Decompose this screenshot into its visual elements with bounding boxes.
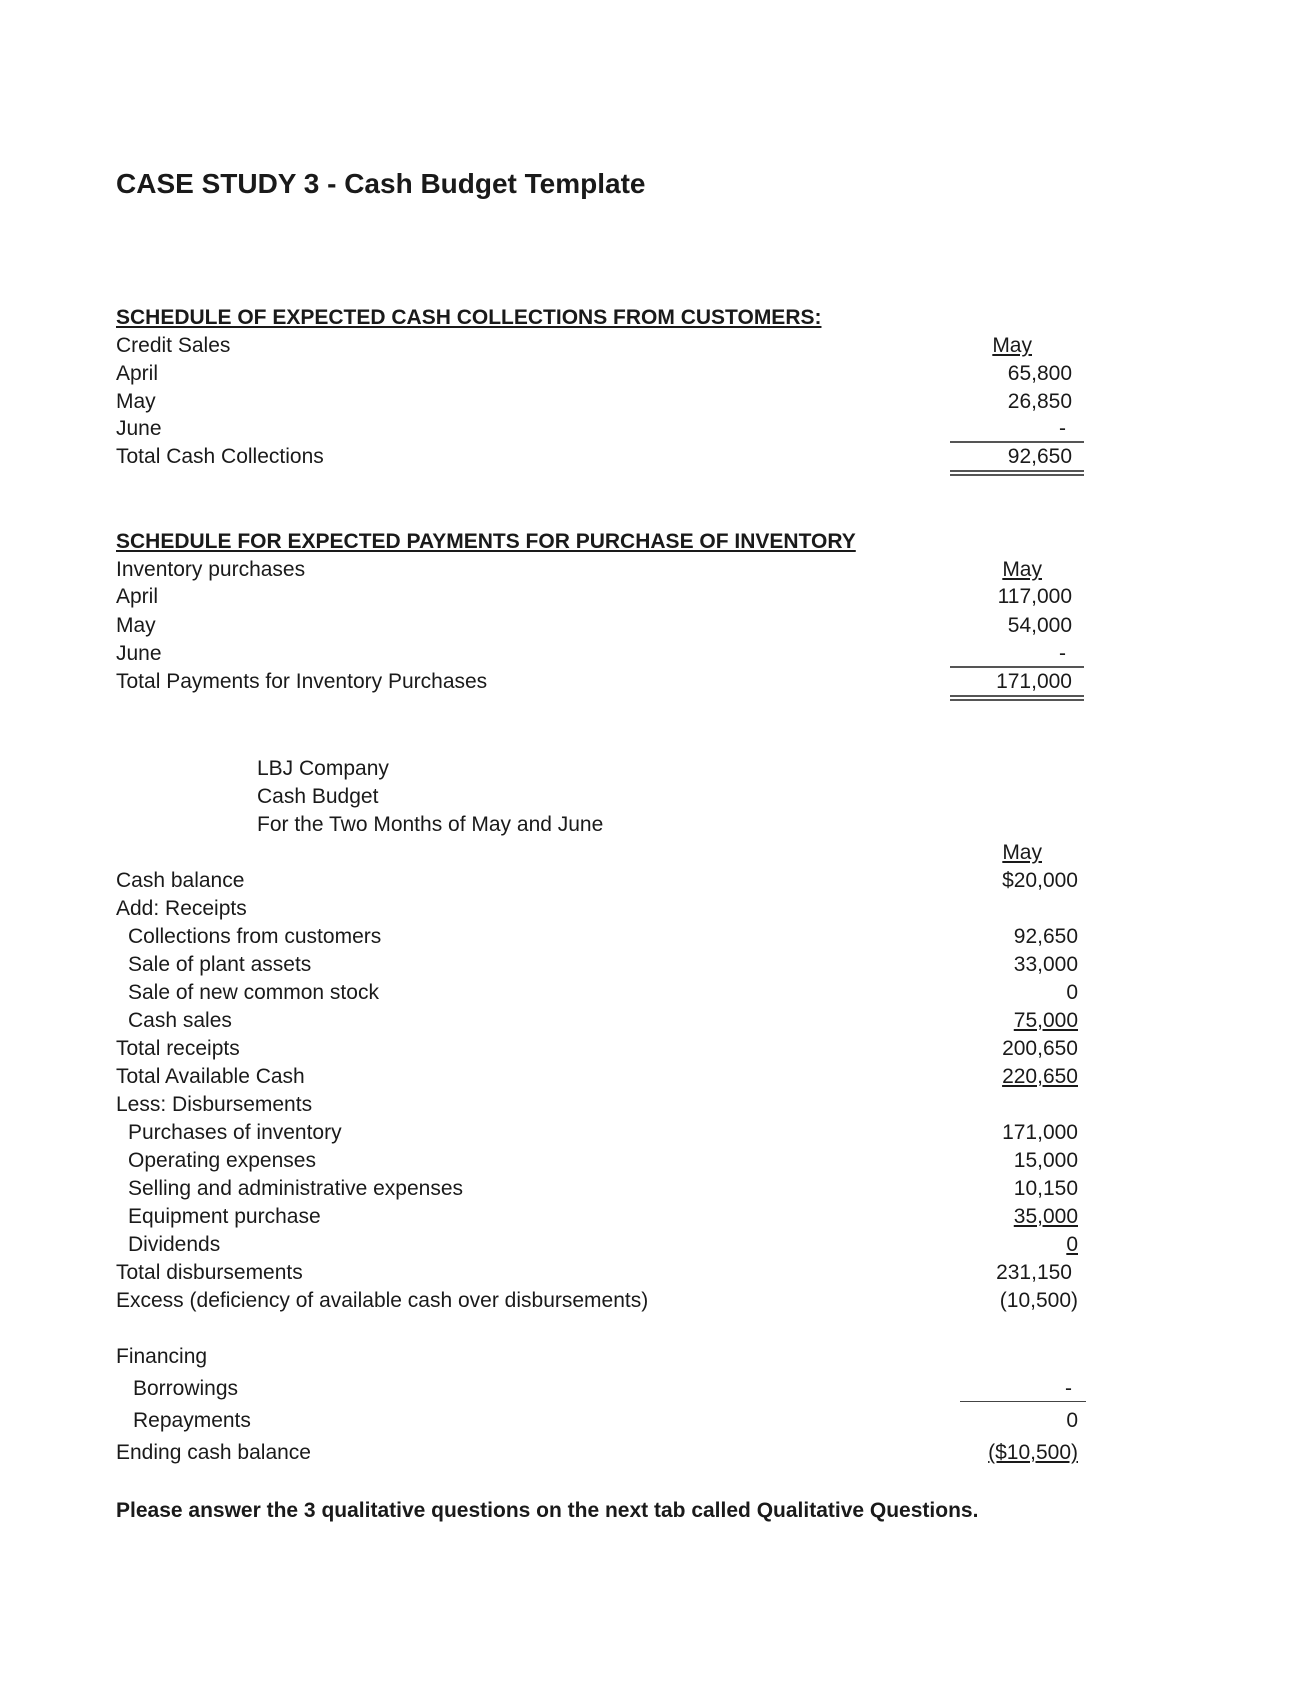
budget-name: Cash Budget [257,785,379,808]
collections-row-label: May [116,390,156,413]
receipt-value: 0 [1066,981,1078,1004]
ending-cash-label: Ending cash balance [116,1441,311,1464]
collections-row-value: 26,850 [1007,390,1072,413]
add-receipts-label: Add: Receipts [116,897,247,920]
payments-row-value: 54,000 [1007,614,1072,637]
payments-heading: SCHEDULE FOR EXPECTED PAYMENTS FOR PURCHASE OF INVENTORY [116,530,856,553]
receipt-label: Sale of plant assets [128,953,312,976]
collections-label-row: Credit Sales [116,334,231,357]
payments-total-rule-double [950,699,1084,701]
collections-column-header: May [992,334,1032,357]
payments-row-label: June [116,642,162,665]
payments-total-value: 171,000 [996,670,1072,693]
payments-row-label: April [116,585,159,608]
collections-row-value: 65,800 [1007,362,1072,385]
disbursement-label: Purchases of inventory [128,1121,342,1144]
collections-row-label: April [116,362,159,385]
receipt-label: Cash sales [128,1009,232,1032]
disbursement-label: Selling and administrative expenses [128,1177,464,1200]
cash-balance-label: Cash balance [116,869,245,892]
disbursement-value: 10,150 [1013,1177,1078,1200]
payments-row-value: 117,000 [997,585,1072,608]
collections-total-label: Total Cash Collections [116,445,324,468]
total-disbursements-label: Total disbursements [116,1261,303,1284]
collections-total-rule-bottom [950,470,1084,472]
payments-column-header: May [1002,558,1042,581]
repayments-label: Repayments [133,1409,251,1432]
total-available-label: Total Available Cash [116,1065,305,1088]
disbursement-label: Dividends [128,1233,221,1256]
borrowings-value: - [1065,1377,1072,1400]
less-disbursements-label: Less: Disbursements [116,1093,313,1116]
payments-label-row: Inventory purchases [116,558,306,581]
receipt-value: 33,000 [1013,953,1078,976]
financing-label: Financing [116,1345,208,1368]
instruction-note: Please answer the 3 qualitative questions on the next tab called Qualitative Questions. [116,1499,979,1522]
receipt-value: 92,650 [1013,925,1078,948]
disbursement-label: Operating expenses [128,1149,316,1172]
collections-row-label: June [116,417,162,440]
collections-total-rule-top [950,441,1084,443]
borrowings-rule [960,1401,1086,1402]
disbursement-label: Equipment purchase [128,1205,321,1228]
total-disbursements-value: 231,150 [996,1261,1072,1284]
excess-label: Excess (deficiency of available cash over disbursements) [116,1289,649,1312]
total-receipts-label: Total receipts [116,1037,240,1060]
budget-column-header: May [1002,841,1042,864]
payments-row-value: - [1059,642,1066,665]
total-receipts-value: 200,650 [1002,1037,1078,1060]
borrowings-label: Borrowings [133,1377,239,1400]
receipt-label: Collections from customers [128,925,382,948]
receipt-label: Sale of new common stock [128,981,379,1004]
collections-total-rule-double [950,474,1084,476]
payments-total-rule-bottom [950,695,1084,697]
collections-total-value: 92,650 [1007,445,1072,468]
disbursement-value: 15,000 [1013,1149,1078,1172]
repayments-value: 0 [1066,1409,1078,1432]
budget-period: For the Two Months of May and June [257,813,604,836]
receipt-value: 75,000 [1013,1009,1078,1032]
disbursement-value: 0 [1066,1233,1078,1256]
excess-value: (10,500) [999,1289,1078,1312]
total-available-value: 220,650 [1002,1065,1078,1088]
payments-total-rule-top [950,666,1084,668]
disbursement-value: 171,000 [1002,1121,1078,1144]
payments-row-label: May [116,614,156,637]
cash-balance-value: $20,000 [1002,869,1078,892]
page-title: CASE STUDY 3 - Cash Budget Template [116,168,646,199]
disbursement-value: 35,000 [1013,1205,1078,1228]
collections-row-value: - [1059,417,1066,440]
company-name: LBJ Company [257,757,389,780]
collections-heading: SCHEDULE OF EXPECTED CASH COLLECTIONS FROM CUSTOMERS: [116,306,822,329]
ending-cash-value: ($10,500) [988,1441,1078,1464]
payments-total-label: Total Payments for Inventory Purchases [116,670,488,693]
